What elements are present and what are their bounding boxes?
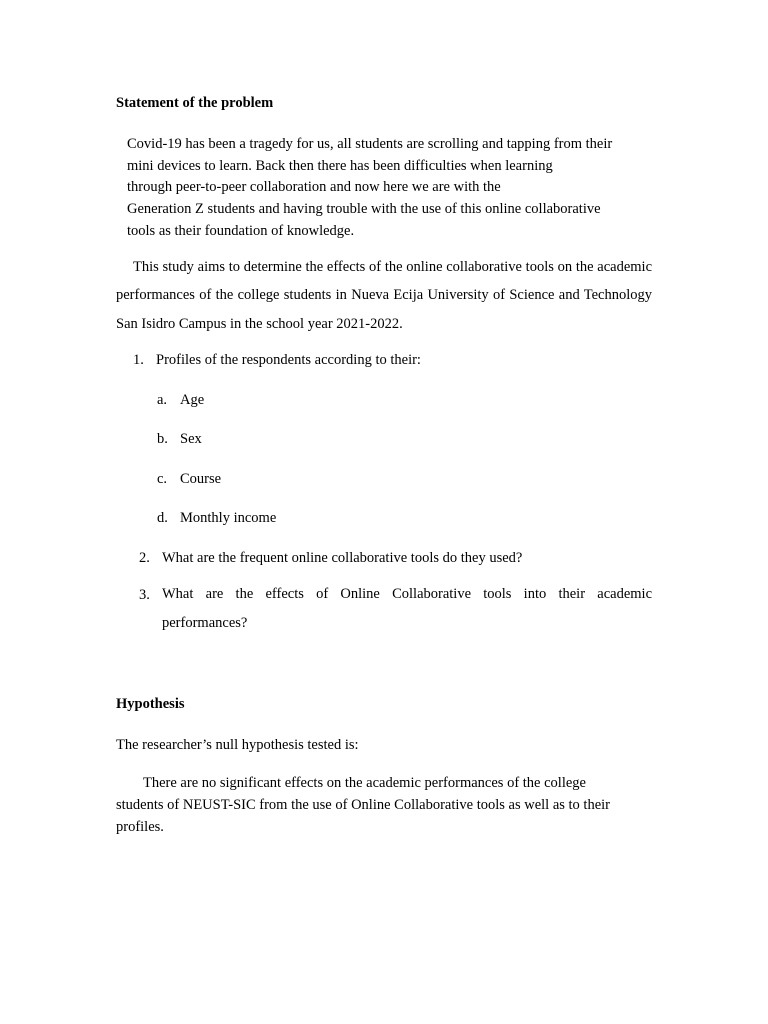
item-text: Monthly income — [180, 510, 277, 526]
profile-item-monthly-income — [157, 510, 276, 527]
profile-item-course — [157, 471, 221, 488]
paragraph-line: tools as their foundation of knowledge. — [127, 222, 355, 239]
question-text: What are the effects of Online Collaborative tools into their academic performances? — [162, 586, 652, 631]
item-text: Course — [180, 471, 222, 487]
statement-heading: Statement of the problem — [116, 95, 274, 111]
item-letter: a. — [157, 392, 168, 408]
paragraph-line: Covid-19 has been a tragedy for us, all students are scrolling and tapping from their — [127, 136, 613, 152]
question-text: Profiles of the respondents according to their: — [156, 352, 421, 368]
paragraph-line: through peer-to-peer collaboration and now here we are with the — [127, 179, 501, 196]
paragraph-line: mini devices to learn. Back then there has been difficulties when learning — [127, 157, 553, 174]
item-letter: b. — [157, 431, 168, 447]
paragraph-line: students of NEUST-SIC from the use of Online Collaborative tools as well as to their — [116, 797, 611, 813]
question-1 — [133, 352, 421, 369]
profile-item-age — [157, 392, 204, 409]
hypothesis-paragraph — [116, 772, 652, 838]
hypothesis-intro: The researcher’s null hypothesis tested is: — [116, 737, 359, 753]
paragraph-line: Generation Z students and having trouble with the use of this online collaborative — [127, 201, 601, 218]
item-letter: c. — [157, 471, 168, 487]
paragraph-line: There are no significant effects on the academic performances of the college — [143, 775, 586, 791]
item-letter: d. — [157, 510, 168, 526]
statement-paragraph-1 — [116, 134, 652, 243]
paragraph-line: profiles. — [116, 819, 164, 835]
question-number: 2. — [139, 550, 150, 566]
hypothesis-heading: Hypothesis — [116, 696, 185, 712]
question-2 — [139, 550, 522, 567]
item-text: Sex — [180, 431, 202, 447]
question-number: 3. — [139, 587, 150, 603]
question-3 — [139, 587, 652, 637]
statement-paragraph-2: This study aims to determine the effects of the online collaborative tools on the academic performances of the college students in Nueva Ecija University of Science and Technology San Isidro Campus in the school year 2021-2022. — [116, 259, 652, 332]
question-text: What are the frequent online collaborative tools do they used? — [162, 550, 523, 566]
question-number: 1. — [133, 352, 144, 368]
profile-item-sex — [157, 431, 202, 448]
item-text: Age — [180, 392, 205, 408]
